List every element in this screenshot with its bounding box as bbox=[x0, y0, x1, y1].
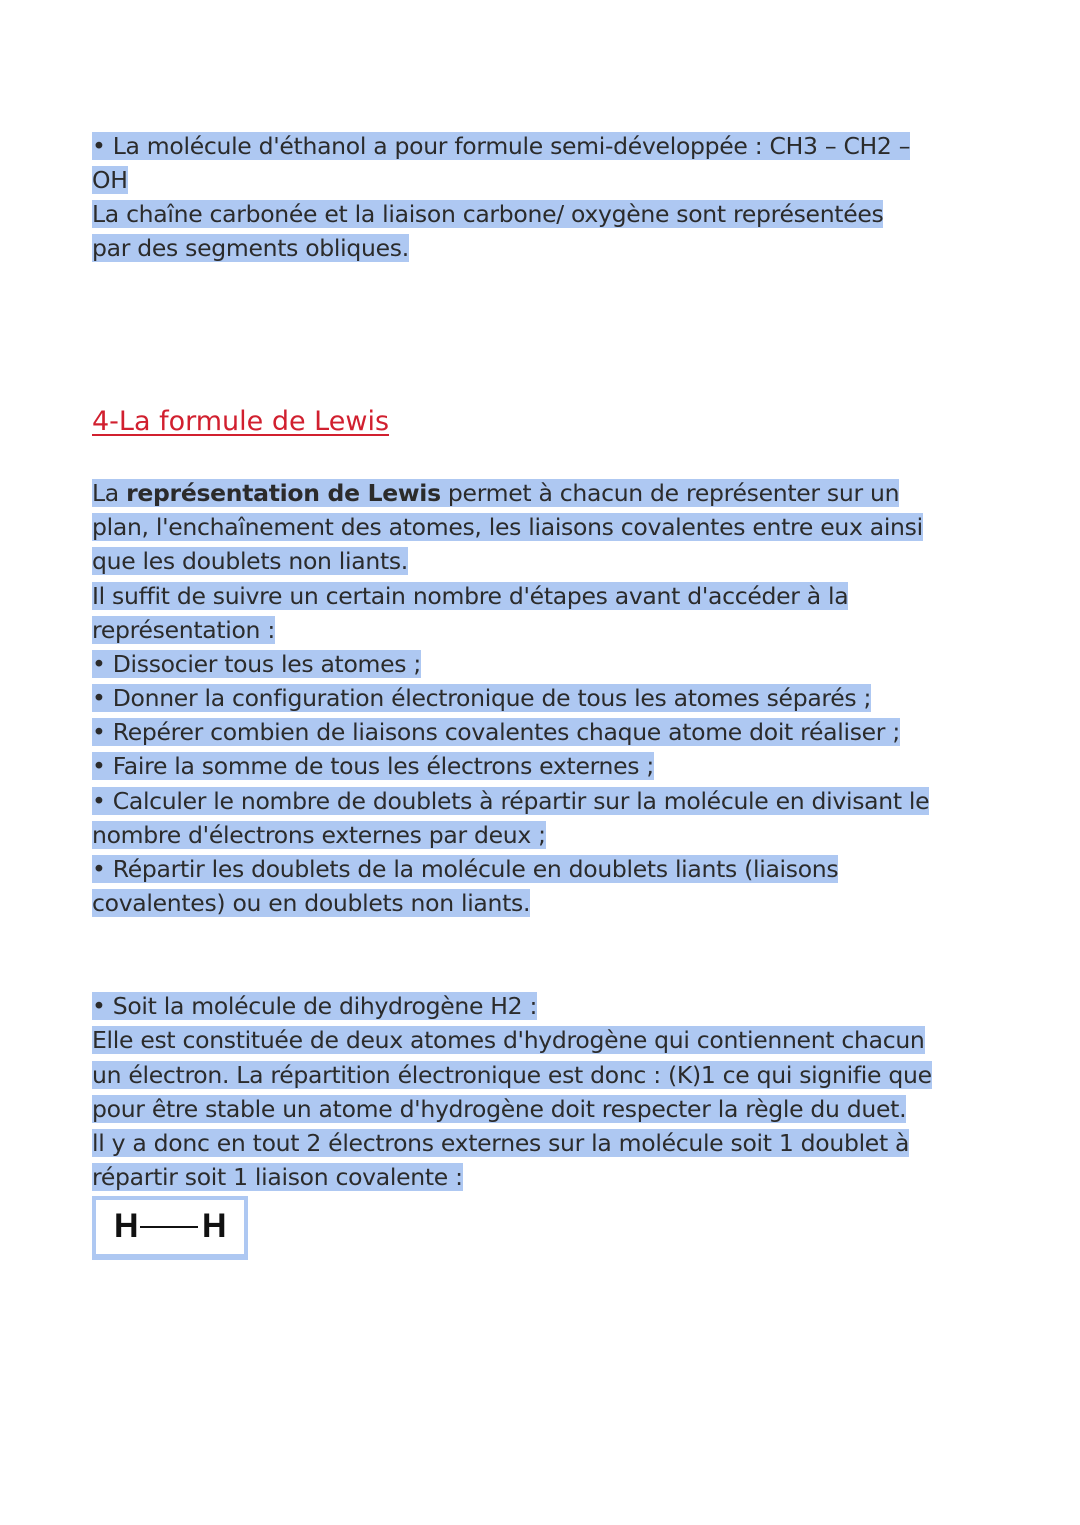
intro-prefix: La bbox=[92, 479, 127, 507]
step-bullet-2: • Donner la configuration électronique de tous les atomes séparés ; bbox=[92, 684, 872, 712]
h2-example-line-6: répartir soit 1 liaison covalente : bbox=[92, 1163, 463, 1191]
step-bullet-4: • Faire la somme de tous les électrons externes ; bbox=[92, 752, 655, 780]
ethanol-description-line: La chaîne carbonée et la liaison carbone/ oxygène sont représentées bbox=[92, 200, 884, 228]
h2-lewis-formula-canvas bbox=[96, 1200, 244, 1254]
hydrogen-atom-left: H bbox=[114, 1207, 139, 1245]
lewis-intro-line-3: que les doublets non liants. bbox=[92, 547, 408, 575]
lewis-intro-line-2: plan, l'enchaînement des atomes, les liaisons covalentes entre eux ainsi bbox=[92, 513, 923, 541]
ethanol-description-line-continued: par des segments obliques. bbox=[92, 234, 409, 262]
ethanol-formula-line-continued: OH bbox=[92, 166, 128, 194]
steps-intro-line: Il suffit de suivre un certain nombre d'étapes avant d'accéder à la bbox=[92, 582, 849, 610]
step-bullet-6-continued: covalentes) ou en doublets non liants. bbox=[92, 889, 531, 917]
steps-intro-line-2: représentation : bbox=[92, 616, 275, 644]
section-heading-lewis: 4-La formule de Lewis bbox=[92, 406, 390, 437]
step-bullet-1: • Dissocier tous les atomes ; bbox=[92, 650, 422, 678]
step-bullet-3: • Repérer combien de liaisons covalentes chaque atome doit réaliser ; bbox=[92, 718, 900, 746]
h2-example-line-2: Elle est constituée de deux atomes d'hydrogène qui contiennent chacun bbox=[92, 1026, 925, 1054]
lewis-intro-line bbox=[92, 476, 899, 510]
h2-lewis-formula bbox=[92, 1196, 248, 1260]
intro-suffix: permet à chacun de représenter sur un bbox=[440, 479, 900, 507]
hydrogen-atom-right: H bbox=[202, 1207, 227, 1245]
step-bullet-6: • Répartir les doublets de la molécule en doublets liants (liaisons bbox=[92, 855, 839, 883]
h2-example-line-1: • Soit la molécule de dihydrogène H2 : bbox=[92, 992, 538, 1020]
h2-example-line-4: pour être stable un atome d'hydrogène doit respecter la règle du duet. bbox=[92, 1095, 907, 1123]
intro-bold-term: représentation de Lewis bbox=[126, 479, 441, 507]
step-bullet-5-continued: nombre d'électrons externes par deux ; bbox=[92, 821, 546, 849]
ethanol-formula-line: • La molécule d'éthanol a pour formule semi-développée : CH3 – CH2 – bbox=[92, 132, 911, 160]
h2-example-line-3: un électron. La répartition électronique est donc : (K)1 ce qui signifie que bbox=[92, 1061, 932, 1089]
covalent-bond-line bbox=[140, 1226, 198, 1228]
h2-example-line-5: ll y a donc en tout 2 électrons externes sur la molécule soit 1 doublet à bbox=[92, 1129, 910, 1157]
step-bullet-5: • Calculer le nombre de doublets à répartir sur la molécule en divisant le bbox=[92, 787, 930, 815]
